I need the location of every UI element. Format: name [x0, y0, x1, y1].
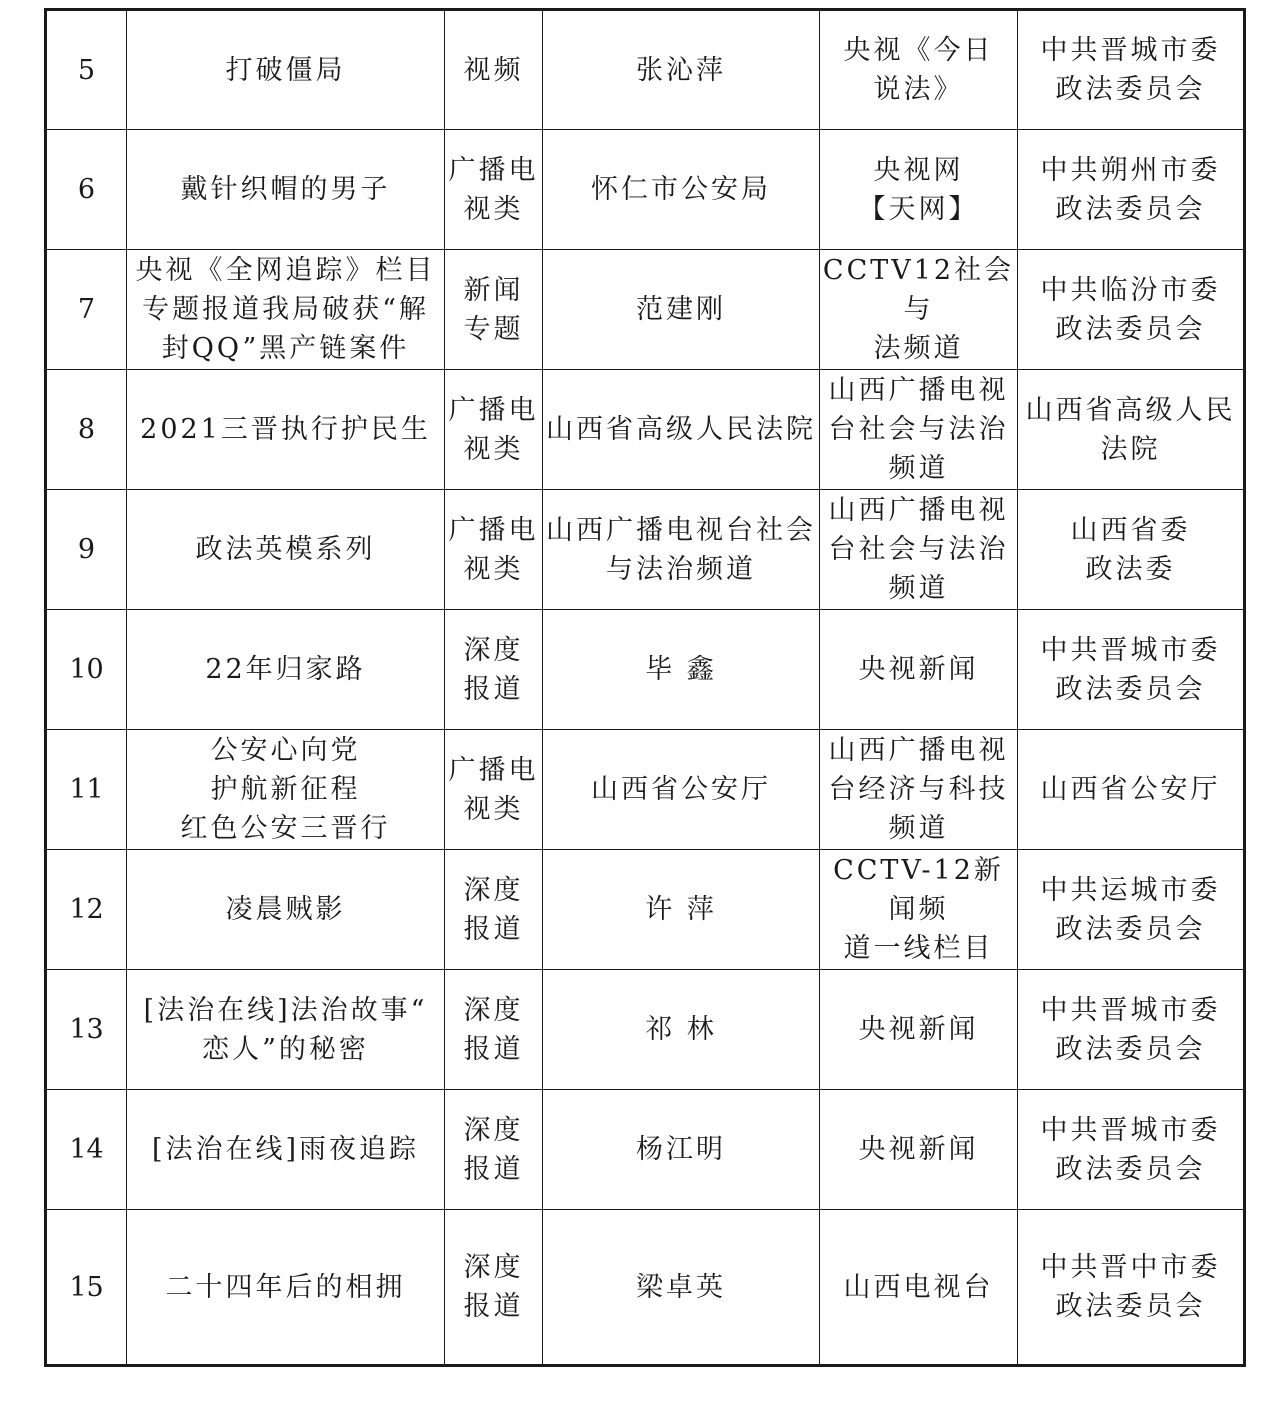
work-title: 凌晨贼影 [127, 850, 445, 970]
publishing-media: 央视新闻 [820, 610, 1018, 730]
table-row [46, 370, 1245, 490]
table-row [46, 490, 1245, 610]
publishing-media: 央视新闻 [820, 970, 1018, 1090]
submitting-unit: 山西省高级人民 法院 [1018, 370, 1245, 490]
submitting-unit: 中共晋城市委 政法委员会 [1018, 610, 1245, 730]
work-title: 22年归家路 [127, 610, 445, 730]
award-list-table-container [44, 8, 1243, 1367]
author: 祁 林 [543, 970, 820, 1090]
row-number: 15 [46, 1210, 127, 1366]
publishing-media: 央视《今日 说法》 [820, 10, 1018, 130]
row-number: 12 [46, 850, 127, 970]
row-number: 7 [46, 250, 127, 370]
table-row [46, 850, 1245, 970]
work-type: 深度 报道 [445, 850, 543, 970]
work-type: 广播电 视类 [445, 730, 543, 850]
submitting-unit: 中共晋城市委 政法委员会 [1018, 1090, 1245, 1210]
submitting-unit: 中共晋城市委 政法委员会 [1018, 970, 1245, 1090]
row-number: 6 [46, 130, 127, 250]
row-number: 13 [46, 970, 127, 1090]
work-title: 戴针织帽的男子 [127, 130, 445, 250]
submitting-unit: 山西省委 政法委 [1018, 490, 1245, 610]
row-number: 5 [46, 10, 127, 130]
author: 山西省公安厅 [543, 730, 820, 850]
table-row [46, 610, 1245, 730]
work-type: 视频 [445, 10, 543, 130]
publishing-media: 山西广播电视 台经济与科技 频道 [820, 730, 1018, 850]
author: 梁卓英 [543, 1210, 820, 1366]
publishing-media: 山西广播电视 台社会与法治 频道 [820, 490, 1018, 610]
author: 范建刚 [543, 250, 820, 370]
submitting-unit: 中共晋中市委 政法委员会 [1018, 1210, 1245, 1366]
work-title: 公安心向党 护航新征程 红色公安三晋行 [127, 730, 445, 850]
work-type: 广播电 视类 [445, 130, 543, 250]
table-row [46, 250, 1245, 370]
publishing-media: 央视网 【天网】 [820, 130, 1018, 250]
row-number: 8 [46, 370, 127, 490]
table-row [46, 1210, 1245, 1366]
table-row [46, 970, 1245, 1090]
submitting-unit: 中共晋城市委 政法委员会 [1018, 10, 1245, 130]
row-number: 9 [46, 490, 127, 610]
table-row [46, 730, 1245, 850]
author: 山西广播电视台社会 与法治频道 [543, 490, 820, 610]
table-row [46, 130, 1245, 250]
work-title: 二十四年后的相拥 [127, 1210, 445, 1366]
work-title: 政法英模系列 [127, 490, 445, 610]
author: 杨江明 [543, 1090, 820, 1210]
author: 许 萍 [543, 850, 820, 970]
publishing-media: 山西广播电视 台社会与法治 频道 [820, 370, 1018, 490]
submitting-unit: 中共临汾市委 政法委员会 [1018, 250, 1245, 370]
work-type: 广播电 视类 [445, 490, 543, 610]
work-type: 新闻 专题 [445, 250, 543, 370]
work-type: 广播电 视类 [445, 370, 543, 490]
work-title: [法治在线]雨夜追踪 [127, 1090, 445, 1210]
work-title: 2021三晋执行护民生 [127, 370, 445, 490]
work-type: 深度 报道 [445, 970, 543, 1090]
work-type: 深度 报道 [445, 1090, 543, 1210]
author: 毕 鑫 [543, 610, 820, 730]
work-title: [法治在线]法治故事“ 恋人”的秘密 [127, 970, 445, 1090]
row-number: 10 [46, 610, 127, 730]
row-number: 11 [46, 730, 127, 850]
publishing-media: 山西电视台 [820, 1210, 1018, 1366]
work-type: 深度 报道 [445, 1210, 543, 1366]
table-row [46, 1090, 1245, 1210]
work-title: 央视《全网追踪》栏目 专题报道我局破获“解 封QQ”黑产链案件 [127, 250, 445, 370]
submitting-unit: 中共运城市委 政法委员会 [1018, 850, 1245, 970]
work-title: 打破僵局 [127, 10, 445, 130]
publishing-media: 央视新闻 [820, 1090, 1018, 1210]
publishing-media: CCTV12社会与 法频道 [820, 250, 1018, 370]
work-type: 深度 报道 [445, 610, 543, 730]
submitting-unit: 山西省公安厅 [1018, 730, 1245, 850]
award-list-table [44, 8, 1246, 1367]
author: 山西省高级人民法院 [543, 370, 820, 490]
table-row [46, 10, 1245, 130]
author: 张沁萍 [543, 10, 820, 130]
row-number: 14 [46, 1090, 127, 1210]
author: 怀仁市公安局 [543, 130, 820, 250]
publishing-media: CCTV-12新闻频 道一线栏目 [820, 850, 1018, 970]
submitting-unit: 中共朔州市委 政法委员会 [1018, 130, 1245, 250]
